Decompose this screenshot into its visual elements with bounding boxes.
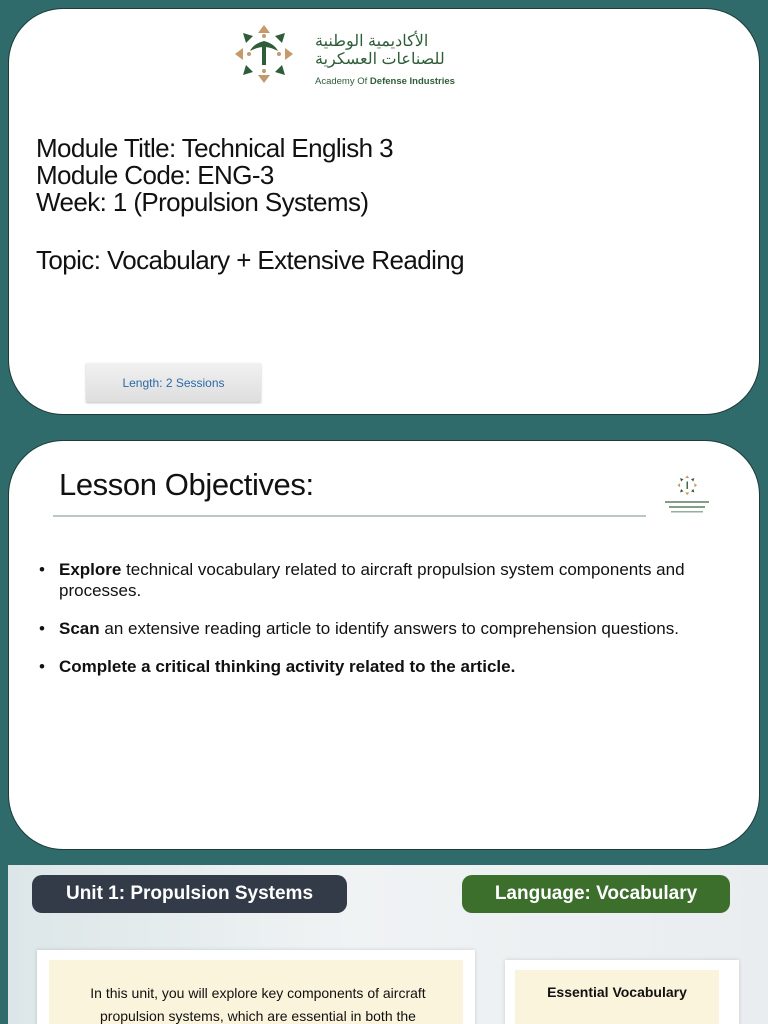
objective-text: an extensive reading article to identify answers to comprehension questions.: [99, 619, 679, 638]
vocabulary-card-inner: [515, 970, 719, 1024]
module-code: Module Code: ENG-3: [36, 160, 274, 190]
module-week: Week: 1 (Propulsion Systems): [36, 187, 369, 217]
objective-item: [39, 618, 719, 639]
logo-arabic-line2: للصناعات العسكرية: [315, 51, 445, 68]
logo-english-name: [315, 76, 455, 87]
bullet: •: [39, 657, 45, 676]
objective-verb: Complete a critical thinking activity related to the article.: [59, 657, 516, 676]
bullet: •: [39, 560, 45, 579]
star-emblem-icon: [231, 21, 297, 87]
bullet: •: [39, 619, 45, 638]
unit-slide: [8, 865, 768, 1024]
objectives-title: Lesson Objectives:: [59, 467, 314, 502]
title-divider: [53, 515, 646, 517]
objective-item: [39, 656, 719, 677]
vocabulary-card: [505, 960, 739, 1024]
logo-arabic-line1: الأكاديمية الوطنية: [315, 33, 429, 50]
academy-logo-small: [659, 474, 715, 520]
objective-item: [39, 559, 719, 601]
objectives-slide: [8, 440, 760, 850]
intro-card: [37, 950, 475, 1024]
module-info: [36, 135, 393, 216]
logo-english-bold: Defense Industries: [369, 76, 455, 87]
academy-logo: [231, 19, 471, 89]
length-button[interactable]: Length: 2 Sessions: [86, 363, 261, 402]
objective-text: technical vocabulary related to aircraft propulsion system components and processes.: [59, 560, 685, 600]
objectives-list: [39, 559, 719, 694]
module-title: Module Title: Technical English 3: [36, 133, 393, 163]
intro-text: In this unit, you will explore key components of aircraft propulsion systems, which are essential in both the: [90, 985, 426, 1024]
vocabulary-title: Essential Vocabulary: [547, 984, 687, 1000]
logo-english-prefix: Academy Of: [315, 76, 370, 87]
title-slide: [8, 8, 760, 415]
objective-verb: Explore: [59, 560, 122, 579]
language-label: Language: Vocabulary: [462, 875, 730, 913]
intro-card-inner: [49, 960, 463, 1024]
module-topic: Topic: Vocabulary + Extensive Reading: [36, 245, 465, 275]
objective-verb: Scan: [59, 619, 100, 638]
unit-label: Unit 1: Propulsion Systems: [32, 875, 347, 913]
